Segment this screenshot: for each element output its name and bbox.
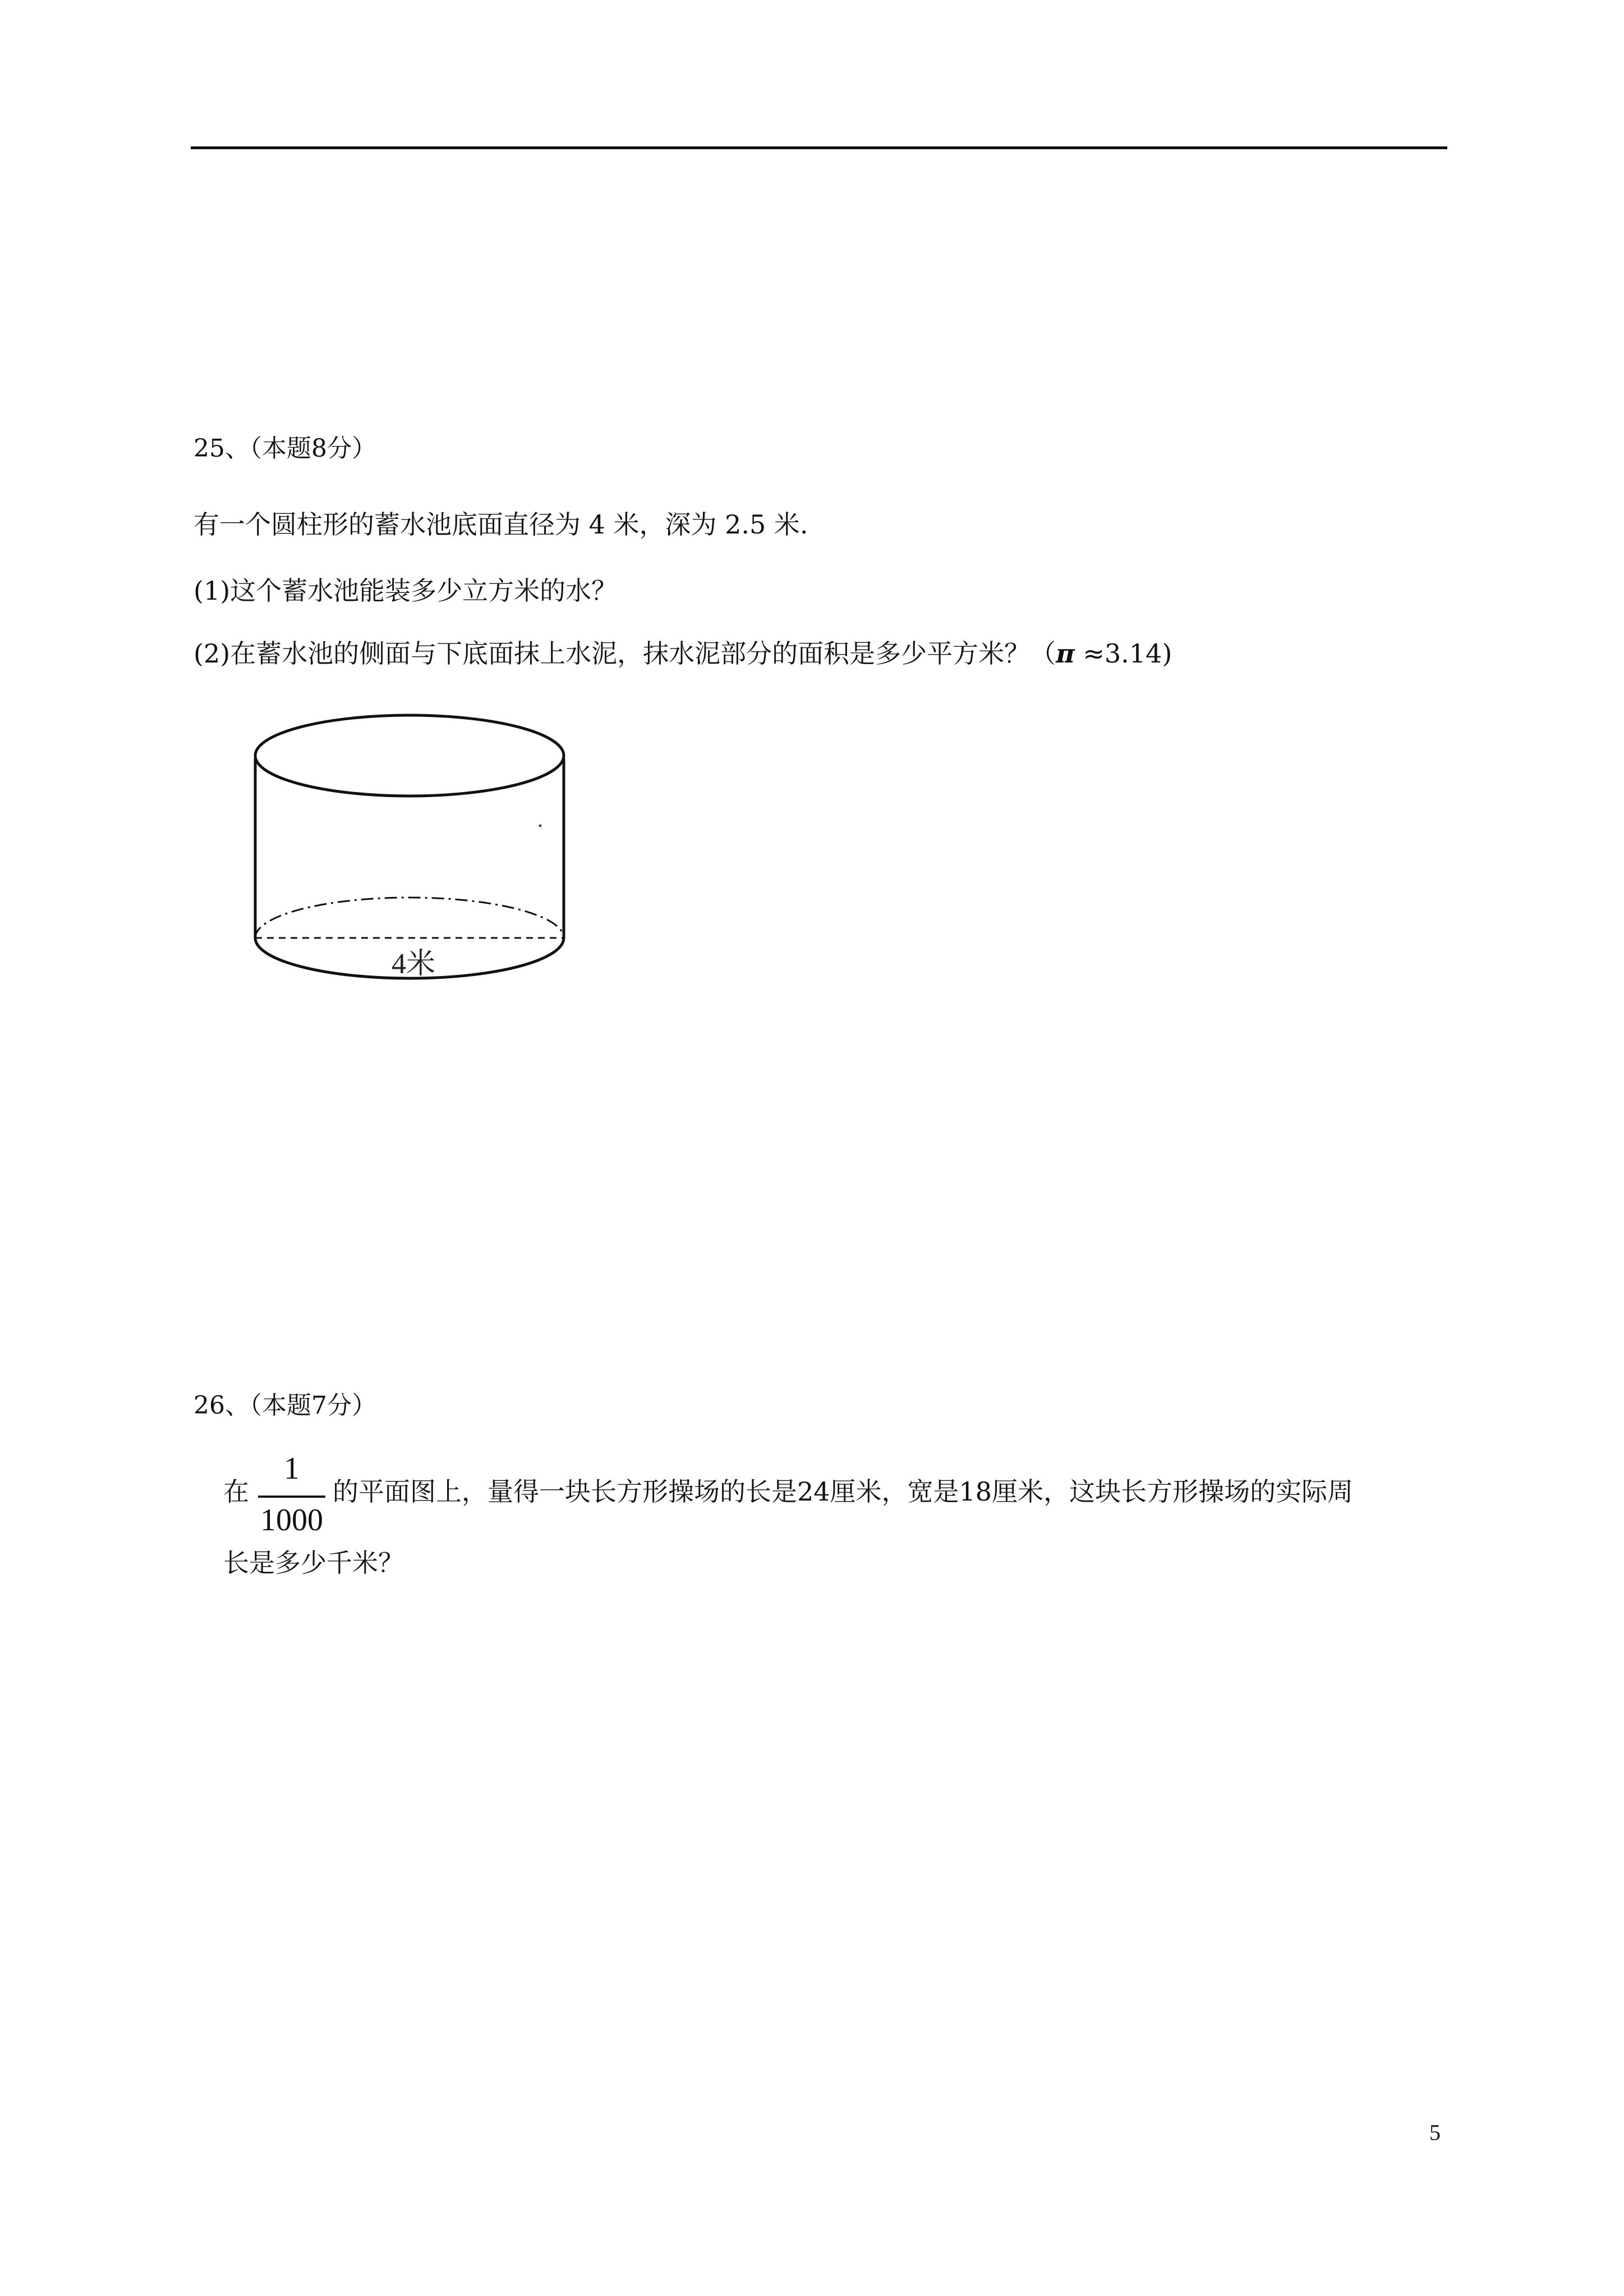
scan-speck xyxy=(539,825,542,827)
fraction-numerator: 1 xyxy=(284,1451,300,1486)
header-rule xyxy=(191,146,1447,149)
diameter-label: 4米 xyxy=(391,948,436,980)
question-25-part-2-text: (2)在蓄水池的侧面与下底面抹上水泥，抹水泥部分的面积是多少平方米？（ xyxy=(194,638,1056,669)
fraction-denominator: 1000 xyxy=(260,1503,323,1538)
approx-symbol: ≈ xyxy=(1083,638,1105,669)
question-25-statement: 有一个圆柱形的蓄水池底面直径为 4 米，深为 2.5 米. xyxy=(194,509,808,540)
question-25-part-2 xyxy=(194,638,1172,669)
cylinder-bottom-back-arc xyxy=(255,898,564,938)
question-26-text-line-1: 的平面图上，量得一块长方形操场的长是24厘米，宽是18厘米，这块长方形操场的实际周 xyxy=(333,1476,1354,1507)
cylinder-diagram xyxy=(250,707,569,999)
question-26-heading: 26、（本题7分） xyxy=(194,1391,376,1420)
pi-symbol: π xyxy=(1056,638,1075,669)
question-26-text-line-2: 长是多少千米？ xyxy=(223,1548,404,1578)
question-25-heading: 25、（本题8分） xyxy=(194,434,376,463)
question-26-text-before-fraction: 在 xyxy=(223,1476,249,1507)
page-number: 5 xyxy=(1429,2120,1441,2145)
pi-value: 3.14 xyxy=(1105,638,1162,669)
question-25-part-2-close: ) xyxy=(1162,638,1172,669)
question-25-part-1: (1)这个蓄水池能装多少立方米的水？ xyxy=(194,576,618,606)
fraction-bar xyxy=(258,1496,325,1498)
cylinder-figure xyxy=(250,707,569,999)
cylinder-top-ellipse xyxy=(255,715,564,796)
scale-fraction xyxy=(255,1453,328,1548)
